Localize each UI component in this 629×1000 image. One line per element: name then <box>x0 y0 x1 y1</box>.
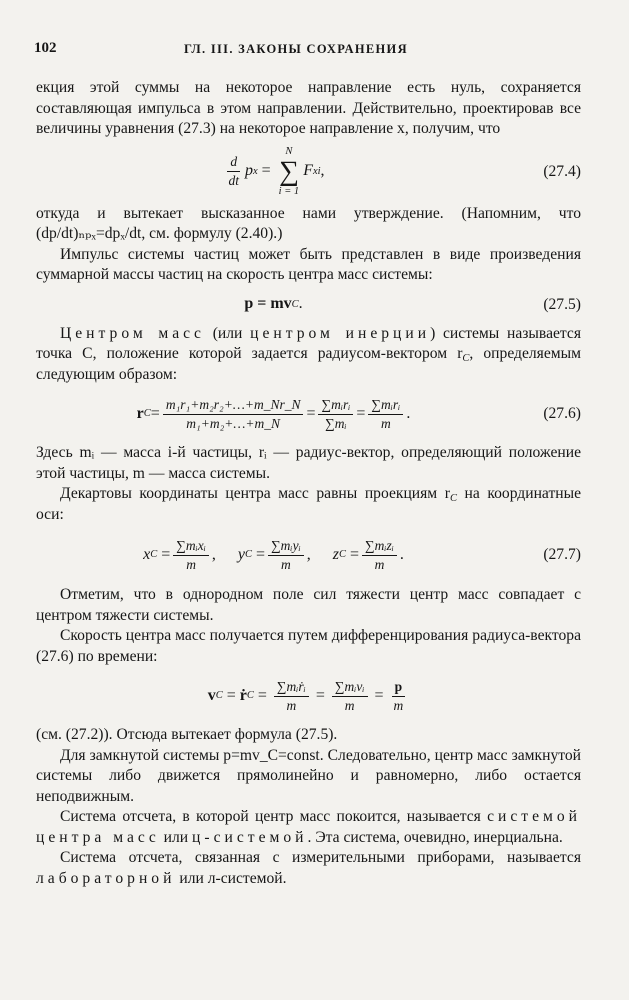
summation-operator: N ∑ i = 1 <box>278 145 300 197</box>
fraction-velocity-2: $\frac{\text{∑mᵢvᵢ}}{m}$ <box>332 679 368 714</box>
term-c-system: ц-системой <box>192 828 308 846</box>
fraction-x-coordinate: $\frac{\text{∑mᵢxᵢ}}{m}$ <box>173 538 209 573</box>
term-laboratory: лабораторной <box>36 869 176 887</box>
equation-27-4-formula: $\frac{d}{dt}$ p x = N ∑ i = 1 F xi , <box>36 140 511 204</box>
running-title: ГЛ. III. ЗАКОНЫ СОХРАНЕНИЯ <box>184 42 408 56</box>
equation-number: (27.4) <box>543 162 581 180</box>
term-center-of-inertia: центром инерции <box>250 324 431 342</box>
equation-27-6-formula: r C = $\frac{\text{m₁r₁+m₂r₂+…+m\_Nr\_N}}{\text{m₁+m₂+…+m\_N}}$ = $\frac{\text{∑mᵢrᵢ}}{\text{∑mᵢ}}$ = $\frac{\text{∑mᵢrᵢ}}{m}$ . <box>136 396 411 431</box>
term-center-of-mass: Центром масс <box>60 324 205 342</box>
equation-27-5 <box>36 286 581 324</box>
fraction-explicit-sum: $\frac{\text{m₁r₁+m₂r₂+…+m\_Nr\_N}}{\text{m₁+m₂+…+m\_N}}$ <box>163 397 304 432</box>
paragraph-6: Декартовы координаты центра масс равны проекциям $r_C$ на координатные оси: <box>36 485 582 523</box>
paragraph-1: екция этой суммы на некоторое направление есть нуль, сохраняется составляющая импульса в этом направлении. Действительно, проектировав все величины уравнения (27.3) на некоторое направление x, получим, что <box>36 79 581 137</box>
equation-27-5-formula: p = mv C . <box>244 295 303 313</box>
paragraph-5: Здесь mᵢ — масса i-й частицы, rᵢ — радиус-вектор, определяющий положение этой частицы, m — масса системы. <box>36 444 581 482</box>
fraction-sum-over-masses: $\frac{\text{∑mᵢrᵢ}}{\text{∑mᵢ}}$ <box>318 397 353 432</box>
page-body <box>36 78 581 889</box>
paragraph-10: Для замкнутой системы p=mv_C=const. Следовательно, центр масс замкнутой системы либо движется прямолинейно и равномерно, либо остается неподвижным. <box>36 746 581 805</box>
equation-number: (27.5) <box>543 295 581 313</box>
equation-velocity <box>36 667 581 725</box>
paragraph-11: Система отсчета, в которой центр масс покоится, называется системой центра масс или ц-системой. Эта система, очевидно, инерциальна. <box>36 808 581 846</box>
equation-velocity-formula: v C = ṙ C = $\frac{\text{∑mᵢṙᵢ}}{m}$ = $\frac{\text{∑mᵢvᵢ}}{m}$ = $\frac{p}{m}$ <box>36 667 581 725</box>
fraction-momentum: $\frac{p}{m}$ <box>393 678 404 713</box>
equation-27-7-formula: x C = $\frac{\text{∑mᵢxᵢ}}{m}$ , y C = $\frac{\text{∑mᵢyᵢ}}{m}$ , z C = $\frac{\text{∑mᵢzᵢ}}{m}$ . <box>143 537 404 572</box>
paragraph-3: Импульс системы частиц может быть представлен в виде произведения суммарной массы частиц на скорость центра масс системы: <box>36 245 581 283</box>
equation-27-6 <box>36 385 581 443</box>
derivative-fraction: $\frac{d}{dt}$ <box>228 154 239 188</box>
fraction-sum-over-total-mass: $\frac{\text{∑mᵢrᵢ}}{m}$ <box>368 397 403 432</box>
paragraph-9: (см. (27.2)). Отсюда вытекает формула (27.5). <box>36 726 338 743</box>
fraction-z-coordinate: $\frac{\text{∑mᵢzᵢ}}{m}$ <box>362 538 397 573</box>
fraction-velocity-1: $\frac{\text{∑mᵢṙᵢ}}{m}$ <box>274 679 309 714</box>
equation-number: (27.6) <box>543 404 581 422</box>
equation-27-7 <box>36 525 581 585</box>
page-number: 102 <box>34 40 57 56</box>
page-header <box>34 40 595 60</box>
equation-number: (27.7) <box>543 545 581 563</box>
paragraph-2: откуда и вытекает высказанное нами утверждение. (Напомним, что (dp/dt)ₙₚₓ=dpₓ/dt, см. формулу (2.40).) <box>36 204 581 242</box>
paragraph-4: Центром масс (или центром инерции) системы называется точка C, положение которой задается радиусом-вектором $r_C$, определяемым следующим образом: <box>36 324 582 383</box>
equation-27-4 <box>36 140 581 204</box>
paragraph-7: Отметим, что в однородном поле сил тяжести центр масс совпадает с центром тяжести системы. <box>36 586 581 624</box>
paragraph-8: Скорость центра масс получается путем дифференцирования радиуса-вектора (27.6) по времени: <box>36 627 581 665</box>
term-cm-system: системой центра масс <box>36 808 581 846</box>
fraction-y-coordinate: $\frac{\text{∑mᵢyᵢ}}{m}$ <box>268 538 304 573</box>
paragraph-12: Система отсчета, связанная с измерительными приборами, называется лабораторной или л-системой. <box>36 849 581 887</box>
